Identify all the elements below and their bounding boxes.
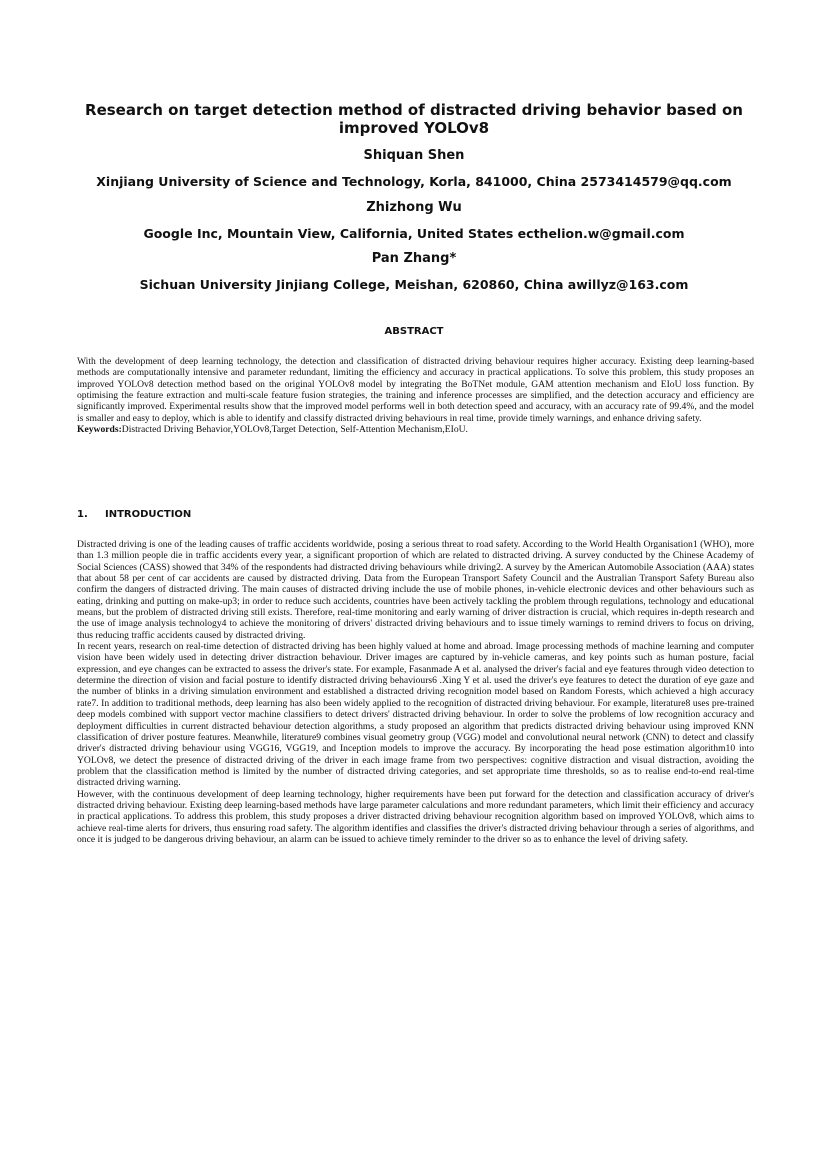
author-name-3: Pan Zhang* (371, 251, 457, 266)
section-title: INTRODUCTION (105, 509, 192, 520)
abstract-text: With the development of deep learning technology, the detection and classification of distracted driving behaviour requires higher accuracy. Existing deep learning-based methods are computationally intensive and parameter redundant, limiting the efficiency and accuracy in practical applications. To solve this problem, this study proposes an improved YOLOv8 detection method based on the original YOLOv8 model by integrating the BoTNet module, GAM attention mechanism and EIoU loss function. By optimising the feature extraction and multi-scale feature fusion strategies, the training and inference processes are simplified, and the detection accuracy and efficiency are significantly improved. Experimental results show that the improved model performs well in both detection speed and accuracy, with an accuracy rate of 99.4%, and the model is smaller and easy to deploy, which is able to identify and classify distracted driving behaviours in real time, provide timely warnings, and enhance driving safety. (77, 356, 754, 424)
introduction-body (77, 539, 754, 845)
author-affiliation-1: Xinjiang University of Science and Technology, Korla, 841000, China 2573414579@qq.com (96, 174, 732, 189)
keywords-line (77, 424, 754, 435)
keywords-label: Keywords: (77, 424, 122, 436)
section-number: 1. (77, 509, 88, 520)
abstract-heading: ABSTRACT (384, 326, 444, 337)
abstract-block (77, 356, 754, 435)
intro-paragraph-2: In recent years, research on real-time detection of distracted driving has been highly valued at home and abroad. Image processing methods of machine learning and computer vision have been widely used in detecting driver distraction behaviour. Driver images are captured by in-vehicle cameras, and key points such as human posture, facial expression, and eye changes can be extracted to assess the driver's state. For example, Fasanmade A et al. analysed the driver's facial and eye features through video detection to determine the direction of vision and facial posture to identify distracted driving behaviours6 .Xing Y et al. used the driver's eye features to detect the duration of eye gaze and the number of blinks in a driving simulation environment and established a distracted driving recognition model based on Random Forests, which achieved a high accuracy rate7. In addition to traditional methods, deep learning has also been widely applied to the recognition of distracted driving behaviour. For example, literature8 uses pre-trained deep models combined with support vector machine classifiers to detect drivers' distracted driving behaviour. In order to solve the problems of low recognition accuracy and deployment difficulties in current distracted behaviour detection algorithms, a study proposed an algorithm that predicts distracted driving behaviour using improved KNN classification of driver posture features. Meanwhile, literature9 combines visual geometry group (VGG) model and convolutional neural network (CNN) to detect and classify driver's distracted driving behaviour using VGG16, VGG19, and Inception models to improve the accuracy. By incorporating the head pose estimation algorithm10 into YOLOv8, we detect the presence of distracted driving of the driver in each image frame from two perspectives: cognitive distraction and visual distraction, avoiding the problem that the classification method is limited by the number of distracted driving categories, and set appropriate time thresholds, so as to realise end-to-end real-time distracted driving warning. (77, 641, 754, 789)
keywords-text: Distracted Driving Behavior,YOLOv8,Target Detection, Self-Attention Mechanism,EIoU. (121, 424, 468, 436)
author-name-1: Shiquan Shen (363, 148, 465, 163)
paper-title: Research on target detection method of distracted driving behavior based on improved YOLOv8 (85, 101, 743, 137)
author-affiliation-3: Sichuan University Jinjiang College, Meishan, 620860, China awillyz@163.com (139, 277, 689, 292)
section-heading-introduction (77, 509, 191, 521)
intro-paragraph-1: Distracted driving is one of the leading causes of traffic accidents worldwide, posing a serious threat to road safety. According to the World Health Organisation1 (WHO), more than 1.3 million people die in traffic accidents every year, a significant proportion of which are related to distracted driving. A survey conducted by the Chinese Academy of Social Sciences (CASS) showed that 34% of the respondents had distracted driving behaviours while driving2. A survey by the American Automobile Association (AAA) states that about 58 per cent of car accidents are caused by distracted driving. Data from the European Transport Safety Council and the Australian Transport Safety Bureau also confirm the dangers of distracted driving. The main causes of distracted driving include the use of mobile phones, in-vehicle electronic devices and other behaviours such as eating, drinking and putting on make-up3; in order to reduce such accidents, countries have been actively tackling the problem through regulations, technology and educational means, but the problem of distracted driving still exists. Therefore, real-time monitoring and early warning of driver distraction is crucial, which requires in-depth research and the use of image analysis technology4 to achieve the monitoring of drivers' distracted driving behaviours and to issue timely warnings to remind drivers to focus on driving, thus reducing traffic accidents caused by distracted driving. (77, 539, 754, 641)
author-name-2: Zhizhong Wu (366, 200, 462, 215)
intro-paragraph-3: However, with the continuous development of deep learning technology, higher requirements have been put forward for the detection and classification accuracy of driver's distracted driving behaviour. Existing deep learning-based methods have large parameter calculations and more redundant parameters, which limit their efficiency and accuracy in practical applications. To address this problem, this study proposes a driver distracted driving behaviour recognition algorithm based on improved YOLOv8, which aims to achieve real-time alerts for drivers, thus ensuring road safety. The algorithm identifies and classifies the driver's distracted driving behaviour through a series of algorithms, and once it is judged to be dangerous driving behaviour, an alarm can be issued to achieve timely reminder to the driver so as to enhance the level of driving safety. (77, 788, 754, 845)
author-affiliation-2: Google Inc, Mountain View, California, United States ecthelion.w@gmail.com (143, 226, 685, 241)
